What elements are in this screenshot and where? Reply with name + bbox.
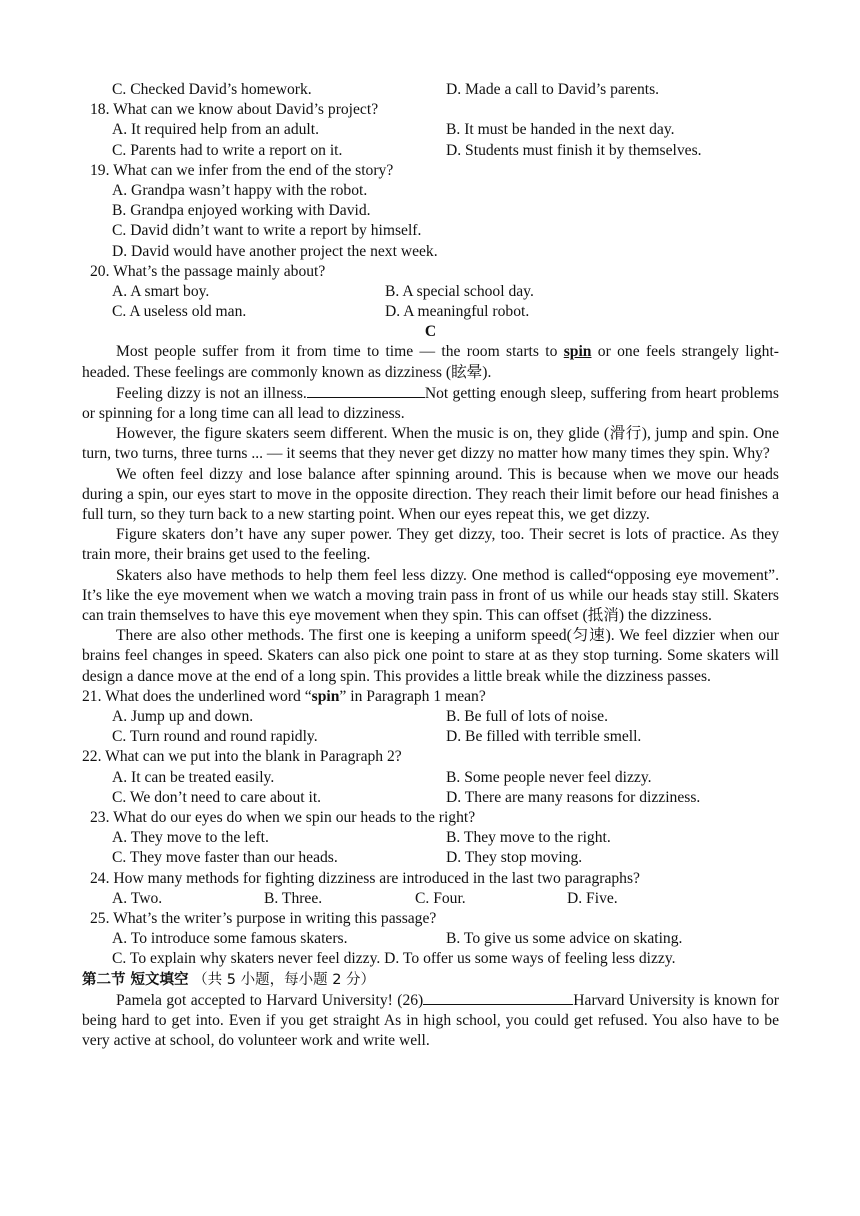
q25-options-ab [82, 929, 779, 949]
q25-option-d: D. To offer us some ways of feeling less dizzy. [384, 950, 676, 968]
q25-option-b: B. To give us some advice on skating. [446, 930, 683, 948]
q24-stem: 24. How many methods for fighting dizziness are introduced in the last two paragraphs? [90, 869, 640, 887]
cloze-paragraph [82, 990, 779, 1052]
q24-option-a: A. Two. [112, 889, 163, 907]
q22-option-a: A. It can be treated easily. [112, 768, 275, 786]
q18-option-b: B. It must be handed in the next day. [446, 121, 675, 139]
q18-option-d: D. Students must finish it by themselves. [446, 141, 702, 159]
q19-option-c: C. David didn’t want to write a report by himself. [112, 222, 422, 240]
section-2-note: （共 5 小题，每小题 2 分） [193, 971, 376, 988]
q22-option-c: C. We don’t need to care about it. [112, 788, 322, 806]
q21-option-a: A. Jump up and down. [112, 708, 254, 726]
q19-stem: 19. What can we infer from the end of the story? [90, 161, 394, 179]
p2-text-b: Not getting enough sleep, suffering from heart problems or spinning for a long time can all lead to dizziness. [82, 384, 779, 423]
q21-options-cd [82, 727, 779, 747]
passage-paragraph-6: Skaters also have methods to help them feel less dizzy. One method is called“opposing eye movement”. It’s like the eye movement when we watch a moving train pass in front of us while our heads stay still. Skaters can train themselves to have this eye movement when they spin. This can offset (抵消) the dizziness. [82, 566, 779, 625]
q18-option-c: C. Parents had to write a report on it. [112, 141, 343, 159]
q24-options [82, 889, 779, 909]
section-2-heading [82, 970, 779, 990]
q25-options-cd [82, 949, 779, 969]
section-2-title: 第二节 短文填空 [82, 971, 189, 988]
question-17-options-cd [82, 80, 779, 100]
q20-option-d: D. A meaningful robot. [385, 303, 530, 321]
paragraph-2-blank [307, 383, 425, 398]
p1-text-a: Most people suffer from it from time to time — the room starts to [116, 343, 564, 361]
cloze-text-b: Harvard University is known for being hard to get into. Even if you get straight As in high school, you could get refused. You also have to be very active at school, do volunteer work and write well. [82, 991, 780, 1050]
q23-option-d: D. They stop moving. [446, 849, 583, 867]
q21-stem-word: spin [311, 687, 340, 705]
q19-option-b: B. Grandpa enjoyed working with David. [112, 202, 371, 220]
q23-options-cd [82, 848, 779, 868]
p2-text-a: Feeling dizzy is not an illness. [116, 384, 307, 402]
q25-stem: 25. What’s the writer’s purpose in writing this passage? [90, 909, 437, 927]
q25-option-c: C. To explain why skaters never feel dizzy. [112, 950, 381, 968]
passage-paragraph-5: Figure skaters don’t have any super power. They get dizzy, too. Their secret is lots of practice. As they train more, their brains get used to the feeling. [82, 526, 779, 564]
q21-stem-a: 21. What does the underlined word “ [82, 687, 312, 705]
q20-option-b: B. A special school day. [385, 282, 534, 300]
q18-options-ab [82, 120, 779, 140]
q22-options-ab [82, 768, 779, 788]
q21-option-b: B. Be full of lots of noise. [446, 708, 608, 726]
q22-option-b: B. Some people never feel dizzy. [446, 768, 652, 786]
q21-option-c: C. Turn round and round rapidly. [112, 728, 318, 746]
q19-option-d: D. David would have another project the next week. [112, 242, 438, 260]
q18-option-a: A. It required help from an adult. [112, 121, 319, 139]
q20-option-a: A. A smart boy. [112, 282, 210, 300]
q22-stem: 22. What can we put into the blank in Paragraph 2? [82, 748, 402, 766]
p1-text-b: or one feels strangely light-headed. These feelings are commonly known as dizziness (眩晕). [82, 343, 779, 381]
passage-paragraph-7: There are also other methods. The first one is keeping a uniform speed(匀速). We feel dizzier when our brains feel changes in speed. Skaters can also pick one point to stare at as they stop turning. Some skaters will design a dance move at the end of a long spin. This provides a little break while the dizziness passes. [82, 627, 779, 685]
exam-page [82, 80, 779, 1051]
passage-paragraph-1 [82, 342, 779, 382]
passage-paragraph-4: We often feel dizzy and lose balance after spinning around. This is because when we move our heads during a spin, our eyes start to move in the opposite direction. They reach their limit before our head finishes a full turn, so they turn back to a new starting point. When our eyes repeat this, we get dizzy. [82, 465, 779, 524]
passage-paragraph-2 [82, 383, 779, 424]
q21-options-ab [82, 707, 779, 727]
q23-option-c: C. They move faster than our heads. [112, 849, 338, 867]
section-c-heading: C [424, 323, 437, 341]
q24-option-c: C. Four. [415, 889, 466, 907]
q20-option-c: C. A useless old man. [112, 303, 247, 321]
q19-option-a: A. Grandpa wasn’t happy with the robot. [112, 181, 368, 199]
q17-option-d: D. Made a call to David’s parents. [446, 81, 660, 98]
q23-options-ab [82, 828, 779, 848]
q20-options-ab [82, 282, 779, 302]
q22-options-cd [82, 788, 779, 808]
q17-option-c: C. Checked David’s homework. [112, 81, 312, 98]
q18-stem: 18. What can we know about David’s project? [90, 101, 379, 119]
q20-options-cd [82, 302, 779, 322]
q21-stem [82, 687, 779, 707]
cloze-blank-26[interactable] [423, 990, 573, 1005]
q23-option-b: B. They move to the right. [446, 829, 611, 847]
q21-option-d: D. Be filled with terrible smell. [446, 728, 642, 746]
underlined-word-spin: spin [563, 343, 592, 361]
q23-option-a: A. They move to the left. [112, 829, 269, 847]
q18-options-cd [82, 141, 779, 161]
q20-stem: 20. What’s the passage mainly about? [90, 262, 326, 280]
q22-option-d: D. There are many reasons for dizziness. [446, 788, 701, 806]
cloze-text-a: Pamela got accepted to Harvard University! (26) [116, 991, 424, 1009]
q24-option-b: B. Three. [264, 889, 323, 907]
q21-stem-b: ” in Paragraph 1 mean? [339, 687, 486, 705]
q25-option-a: A. To introduce some famous skaters. [112, 930, 348, 948]
q23-stem: 23. What do our eyes do when we spin our heads to the right? [90, 809, 476, 827]
q24-option-d: D. Five. [567, 889, 618, 907]
passage-paragraph-3: However, the figure skaters seem different. When the music is on, they glide (滑行), jump and spin. One turn, two turns, three turns ... — it seems that they never get dizzy no matter how many times they spin. Why? [82, 425, 779, 463]
